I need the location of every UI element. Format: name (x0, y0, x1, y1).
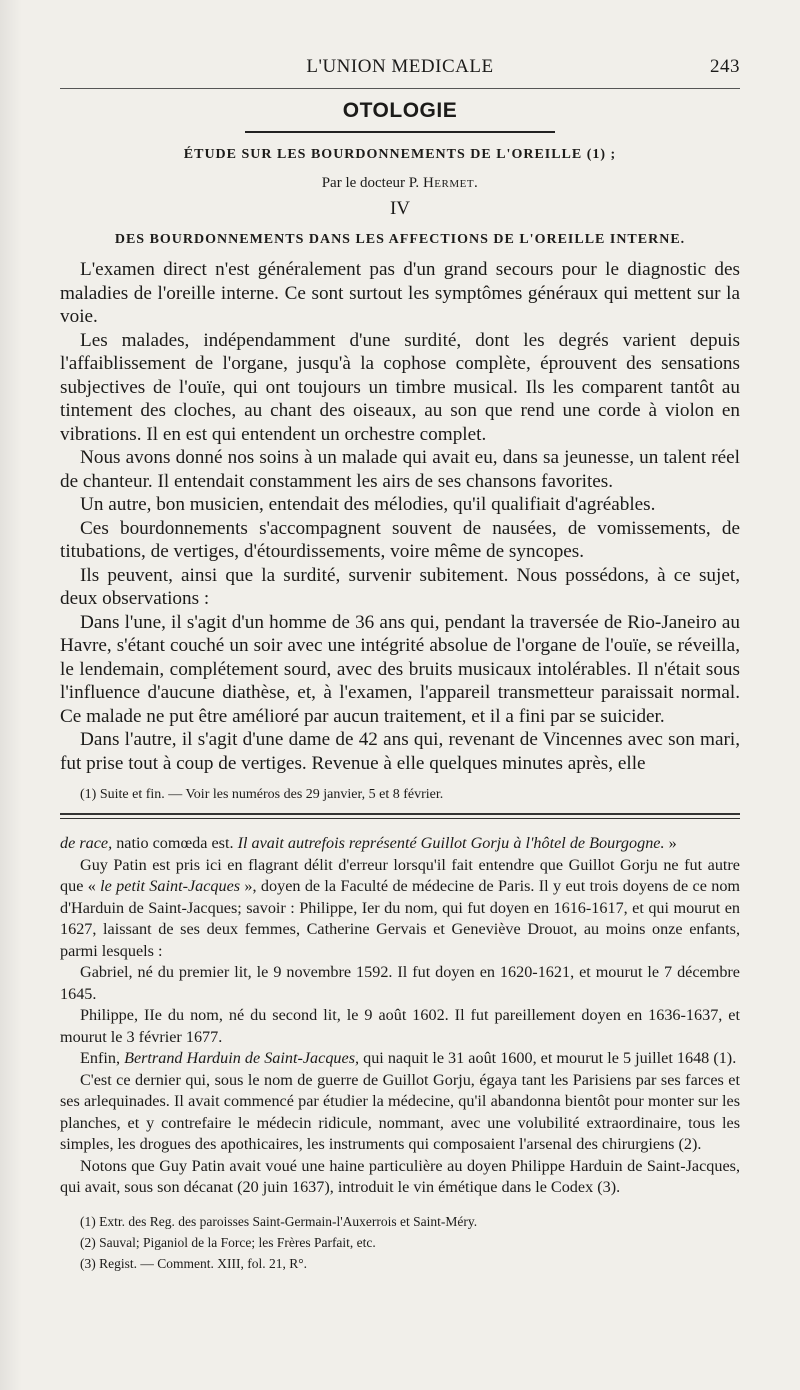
feuilleton-footnotes (60, 1211, 740, 1274)
author-name: Hermet. (422, 175, 479, 191)
section-rule (245, 131, 555, 133)
footnote: (2) Sauval; Piganiol de la Force; les Frères Parfait, etc. (80, 1234, 376, 1250)
body-paragraph: Un autre, bon musicien, entendait des mélodies, qu'il qualifiait d'agréables. (80, 494, 656, 515)
footnote: (3) Regist. — Comment. XIII, fol. 21, R°. (80, 1255, 308, 1271)
italic-text: le petit Saint-Jacques (100, 877, 241, 895)
feuilleton-paragraph: Gabriel, né du premier lit, le 9 novembre 1592. Il fut doyen en 1620-1621, et mourut le 7 décembre 1645. (60, 963, 740, 1003)
body-paragraph: Ces bourdonnements s'accompagnent souvent de nausées, de vomissements, de titubations, de vertiges, d'étourdissements, voire même de syncopes. (60, 517, 740, 562)
page-number: 243 (710, 56, 740, 77)
body-paragraph: Ils peuvent, ainsi que la surdité, survenir subitement. Nous possédons, à ce sujet, deux observations : (60, 564, 740, 609)
body-paragraph: Dans l'une, il s'agit d'un homme de 36 ans qui, pendant la traversée de Rio-Janeiro au Havre, s'étant couché un soir avec une intégrité absolue de l'organe de l'ouïe, se réveilla, le lendemain, complétement sourd, avec des bruits musicaux intolérables. Il n'était sous l'influence d'aucune diathèse, et, à l'examen, l'appareil transmetteur paraissait normal. Ce malade ne put être amélioré par aucun traitement, et il a fini par se suicider. (60, 611, 740, 727)
italic-text: de race, (60, 834, 113, 852)
body-paragraph: Dans l'autre, il s'agit d'une dame de 42 ans qui, revenant de Vincennes avec son mari, fut prise tout à coup de vertiges. Revenue à elle quelques minutes après, elle (60, 729, 740, 774)
footnote: (1) Extr. des Reg. des paroisses Saint-Germain-l'Auxerrois et Saint-Méry. (80, 1213, 478, 1229)
article-title: ÉTUDE SUR LES BOURDONNEMENTS DE L'OREILLE (1) ; (183, 147, 617, 162)
feuilleton-section (60, 833, 740, 1199)
feuilleton-paragraph: C'est ce dernier qui, sous le nom de guerre de Guillot Gorju, égaya tant les Parisiens par ses farces et ses arlequinades. Il avait commencé par étudier la médecine, qu'il abandonna bientôt pour monter sur les planches, et y contrefaire le médecin ridicule, nommant, avec une volubilité extraordinaire, tous les simples, les drogues des apothicaires, les instruments qui composaient l'arsenal des chirurgiens (2). (60, 1070, 740, 1153)
article-author (60, 175, 740, 192)
section-title: OTOLOGIE (342, 99, 458, 122)
feuilleton-paragraph: Philippe, IIe du nom, né du second lit, le 9 août 1602. Il fut pareillement doyen en 1636-1637, et mourut le 3 février 1677. (60, 1006, 740, 1046)
italic-text: Bertrand Harduin de Saint-Jacques, (124, 1049, 360, 1067)
italic-text: Il avait autrefois représenté Guillot Gorju à l'hôtel de Bourgogne. (237, 834, 665, 852)
feuilleton-separator (60, 813, 740, 819)
header-rule (60, 88, 740, 89)
author-prefix: Par le docteur P. (321, 175, 423, 191)
part-number: IV (389, 198, 411, 219)
feuilleton-paragraph: de race, natio comœda est. Il avait autrefois représenté Guillot Gorju à l'hôtel de Bourgogne. » (60, 834, 677, 852)
body-paragraph: Les malades, indépendamment d'une surdité, dont les degrés varient depuis l'affaiblissement de l'organe, jusqu'à la cophose complète, éprouvent des sensations subjectives de l'ouïe, qui ont toujours un timbre musical. Ils les comparent tantôt au tintement des cloches, au chant des oiseaux, au son que rend une corde à violon en vibrations. Il en est qui entendent un orchestre complet. (60, 329, 740, 445)
journal-title: L'UNION MEDICALE (306, 56, 494, 77)
article-body (60, 258, 740, 775)
body-paragraph: L'examen direct n'est généralement pas d'un grand secours pour le diagnostic des maladies de l'oreille interne. Ce sont surtout les symptômes généraux qui mettent sur la voie. (60, 259, 740, 327)
feuilleton-paragraph: Guy Patin est pris ici en flagrant délit d'erreur lorsqu'il fait entendre que Guillot Gorju ne fut autre que « le petit Saint-Jacques », doyen de la Faculté de médecine de Paris. Il y eut trois doyens de ce nom d'Harduin de Saint-Jacques; savoir : Philippe, Ier du nom, qui fut doyen en 1616-1617, et qui mourut en 1627, laissant de ses deux femmes, Catherine Gervais et Geneviève Drouot, au moins onze enfants, parmi lesquels : (60, 855, 740, 960)
feuilleton-paragraph: Notons que Guy Patin avait voué une haine particulière au doyen Philippe Harduin de Saint-Jacques, qui avait, sous son décanat (20 juin 1637), introduit le vin émétique dans le Codex (3). (60, 1156, 740, 1196)
running-head (60, 52, 740, 82)
feuilleton-paragraph: Enfin, Bertrand Harduin de Saint-Jacques, qui naquit le 31 août 1600, et mourut le 5 juillet 1648 (1). (80, 1049, 737, 1067)
article-footnote: (1) Suite et fin. — Voir les numéros des 29 janvier, 5 et 8 février. (80, 787, 444, 802)
article-subtitle: DES BOURDONNEMENTS DANS LES AFFECTIONS DE L'OREILLE INTERNE. (114, 232, 686, 247)
body-paragraph: Nous avons donné nos soins à un malade qui avait eu, dans sa jeunesse, un talent réel de chanteur. Il entendait constamment les airs de ses chansons favorites. (60, 447, 740, 492)
